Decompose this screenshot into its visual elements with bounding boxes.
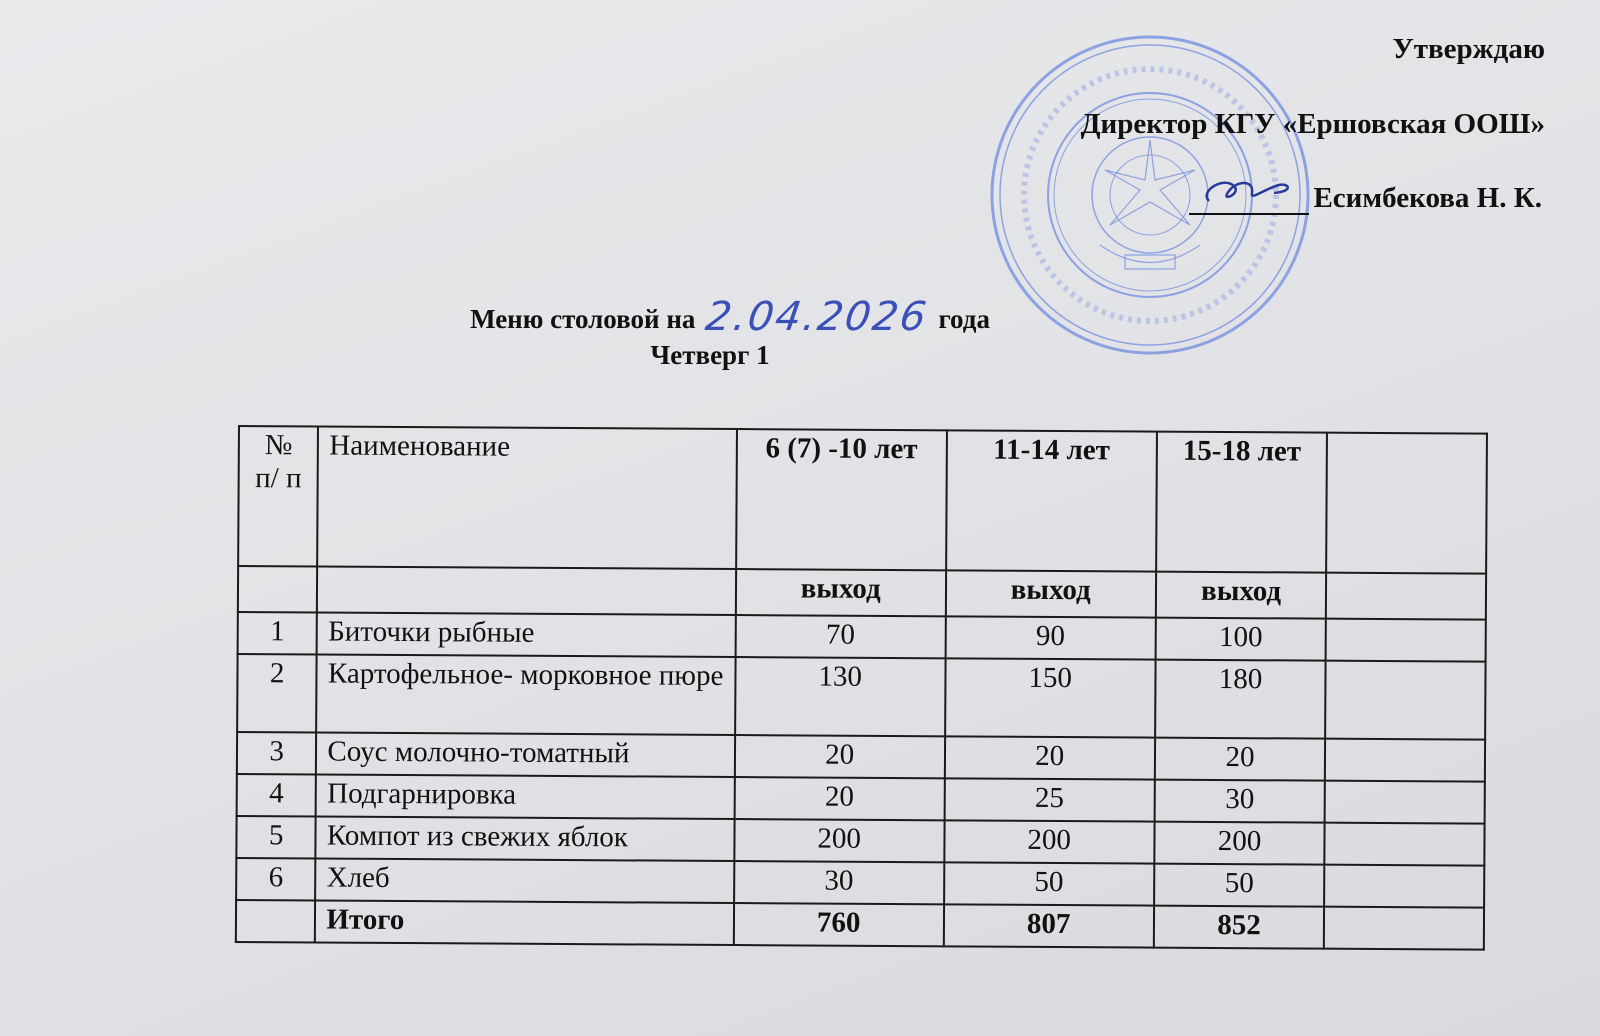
signature-scribble-icon (1194, 171, 1304, 211)
day-subtitle: Четверг 1 (650, 340, 770, 370)
row-extra (1325, 781, 1485, 824)
row-value-age-11-14: 25 (944, 778, 1154, 821)
row-name: Компот из свежих яблок (316, 816, 734, 861)
signature (1189, 189, 1309, 215)
row-num: 4 (237, 774, 317, 816)
row-value-age-11-14: 200 (944, 820, 1154, 863)
row-name: Картофельное- морковное пюре (317, 654, 736, 735)
row-num: 6 (236, 858, 316, 900)
total-empty-num (236, 900, 316, 942)
signer-name: Есимбекова Н. К. (1313, 182, 1542, 214)
row-name: Подгарнировка (316, 774, 734, 819)
total-label: Итого (315, 900, 733, 945)
row-value-age-11-14: 90 (945, 616, 1155, 659)
row-value-age-11-14: 20 (945, 736, 1155, 779)
signer-line (1189, 182, 1542, 215)
title-prefix: Меню столовой на (470, 304, 696, 334)
row-value-age-6-10: 200 (734, 819, 944, 862)
row-name: Биточки рыбные (317, 612, 735, 657)
output-empty-num (238, 566, 318, 612)
row-value-age-15-18: 100 (1155, 618, 1326, 661)
total-extra (1324, 907, 1484, 950)
header-age-6-10: 6 (7) -10 лет (736, 429, 947, 570)
output-label: выход (946, 570, 1156, 617)
row-value-age-15-18: 180 (1155, 660, 1326, 739)
row-num: 3 (237, 732, 317, 774)
row-value-age-15-18: 20 (1155, 738, 1326, 781)
row-extra (1326, 661, 1486, 740)
row-name: Соус молочно-томатный (316, 732, 734, 777)
row-num: 5 (236, 816, 316, 858)
menu-table (235, 425, 1488, 951)
approve-label: Утверждаю (1392, 33, 1545, 65)
director-title: Директор КГУ «Ершовская ООШ» (1080, 108, 1545, 140)
table-row (237, 654, 1485, 740)
row-extra (1325, 739, 1485, 782)
output-empty-extra (1326, 573, 1486, 620)
header-extra (1327, 433, 1487, 574)
row-num: 2 (237, 654, 317, 732)
output-label-row (238, 566, 1486, 620)
header-num: № п/ п (238, 426, 318, 566)
total-age-15-18: 852 (1154, 906, 1325, 949)
row-extra (1326, 619, 1486, 662)
total-row (236, 900, 1484, 950)
table-header-row (238, 426, 1487, 574)
total-age-6-10: 760 (734, 903, 944, 946)
page-title (0, 292, 1460, 338)
row-value-age-6-10: 70 (735, 615, 945, 658)
header-age-11-14: 11-14 лет (946, 430, 1157, 571)
row-extra (1325, 865, 1485, 908)
output-empty-name (317, 566, 735, 615)
row-value-age-15-18: 200 (1154, 822, 1325, 865)
row-extra (1325, 823, 1485, 866)
row-value-age-15-18: 30 (1154, 780, 1325, 823)
row-value-age-6-10: 20 (735, 735, 945, 778)
row-value-age-15-18: 50 (1154, 864, 1325, 907)
title-suffix: года (938, 304, 990, 334)
output-label: выход (1156, 572, 1327, 619)
row-value-age-6-10: 130 (735, 657, 946, 736)
header-name: Наименование (318, 426, 737, 569)
row-value-age-6-10: 30 (734, 861, 944, 904)
row-name: Хлеб (316, 858, 734, 903)
handwritten-date: 2.04.2026 (702, 294, 931, 340)
row-value-age-11-14: 150 (945, 658, 1156, 737)
output-label: выход (736, 569, 946, 616)
total-age-11-14: 807 (944, 904, 1154, 947)
row-value-age-6-10: 20 (734, 777, 944, 820)
row-num: 1 (238, 612, 318, 654)
row-value-age-11-14: 50 (944, 862, 1154, 905)
header-age-15-18: 15-18 лет (1156, 432, 1328, 573)
